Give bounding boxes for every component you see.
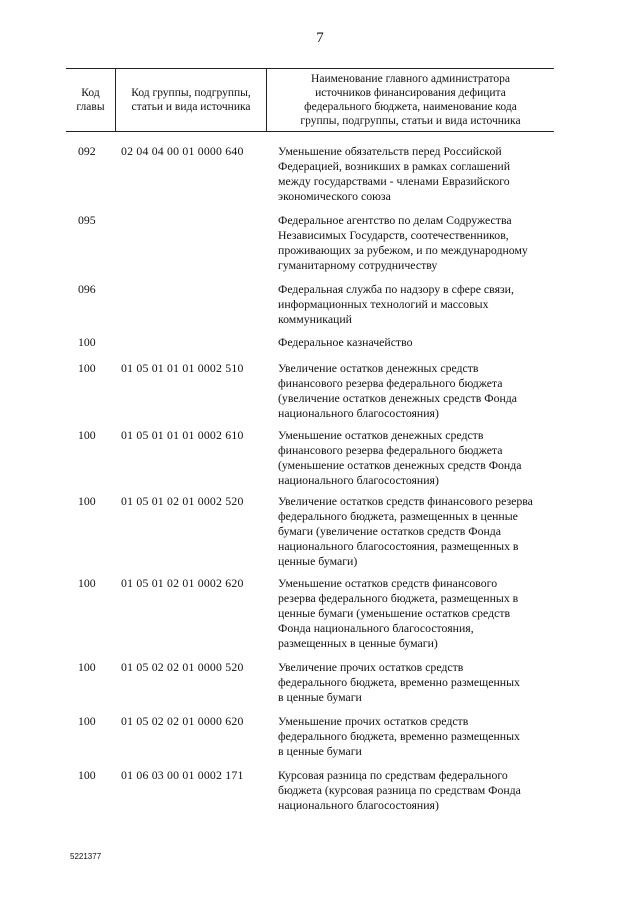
- row-name: Курсовая разница по средствам федерального бюджета (курсовая разница по средствам Фонда национального благосостояния): [278, 768, 521, 812]
- row-group-code: 01 05 01 01 01 0002 610: [121, 428, 244, 442]
- header-code-label: Код главы: [76, 87, 105, 113]
- row-code: 100: [78, 361, 96, 375]
- row-name: Уменьшение остатков денежных средств финансового резерва федерального бюджета (уменьшение остатков денежных средств Фонда национального благосостояния): [278, 428, 522, 487]
- header-group-cell: [115, 69, 267, 131]
- row-group-code: 01 05 01 02 01 0002 520: [121, 494, 244, 508]
- row-group-code: 01 05 02 02 01 0000 620: [121, 714, 244, 728]
- row-name: Федеральная служба по надзору в сфере связи, информационных технологий и массовых коммуникаций: [278, 282, 514, 326]
- table-header: [66, 68, 554, 132]
- row-code: 095: [78, 213, 96, 227]
- row-name: Уменьшение остатков средств финансового резерва федерального бюджета, размещенных в ценные бумаги (уменьшение остатков средств Фонда национального благосостояния, размещенных в ценные бумаги): [278, 576, 519, 650]
- row-code: 100: [78, 714, 96, 728]
- row-name: Уменьшение прочих остатков средств федерального бюджета, временно размещенных в ценные бумаги: [278, 714, 520, 758]
- row-name: Уменьшение обязательств перед Российской Федерацией, возникших в рамках соглашений между государствами - членами Евразийского экономического союза: [278, 144, 511, 203]
- page-number: 7: [316, 30, 324, 46]
- row-name: Увеличение прочих остатков средств федерального бюджета, временно размещенных в ценные бумаги: [278, 660, 520, 704]
- row-code: 092: [78, 144, 96, 158]
- row-code: 100: [78, 428, 96, 442]
- header-code-cell: [66, 69, 115, 131]
- row-code: 100: [78, 768, 96, 782]
- row-name: Увеличение остатков средств финансового резерва федерального бюджета, размещенных в ценные бумаги (увеличение остатков средств Фонда национального благосостояния, размещенных в ценные бумаги): [278, 494, 533, 568]
- row-group-code: 01 05 02 02 01 0000 520: [121, 660, 244, 674]
- row-code: 100: [78, 576, 96, 590]
- row-code: 096: [78, 282, 96, 296]
- row-group-code: 01 06 03 00 01 0002 171: [121, 768, 244, 782]
- row-code: 100: [78, 335, 96, 349]
- row-group-code: 01 05 01 02 01 0002 620: [121, 576, 244, 590]
- header-name-label: Наименование главного администратора источников финансирования дефицита федерального бюджета, наименование кода группы, подгруппы, статьи и вида источника: [300, 73, 521, 127]
- row-code: 100: [78, 660, 96, 674]
- row-group-code: 01 05 01 01 01 0002 510: [121, 361, 244, 375]
- header-group-label: Код группы, подгруппы, статьи и вида источника: [131, 87, 251, 113]
- row-name: Увеличение остатков денежных средств финансового резерва федерального бюджета (увеличение остатков денежных средств Фонда национального благосостояния): [278, 361, 518, 420]
- row-group-code: 02 04 04 00 01 0000 640: [121, 144, 244, 158]
- row-name: Федеральное агентство по делам Содружества Независимых Государств, соотечественников, проживающих за рубежом, и по международному гуманитарному сотрудничеству: [278, 213, 528, 272]
- row-code: 100: [78, 494, 96, 508]
- document-id: 5221377: [70, 852, 102, 861]
- row-name: Федеральное казначейство: [278, 335, 413, 349]
- header-name-cell: [267, 69, 554, 131]
